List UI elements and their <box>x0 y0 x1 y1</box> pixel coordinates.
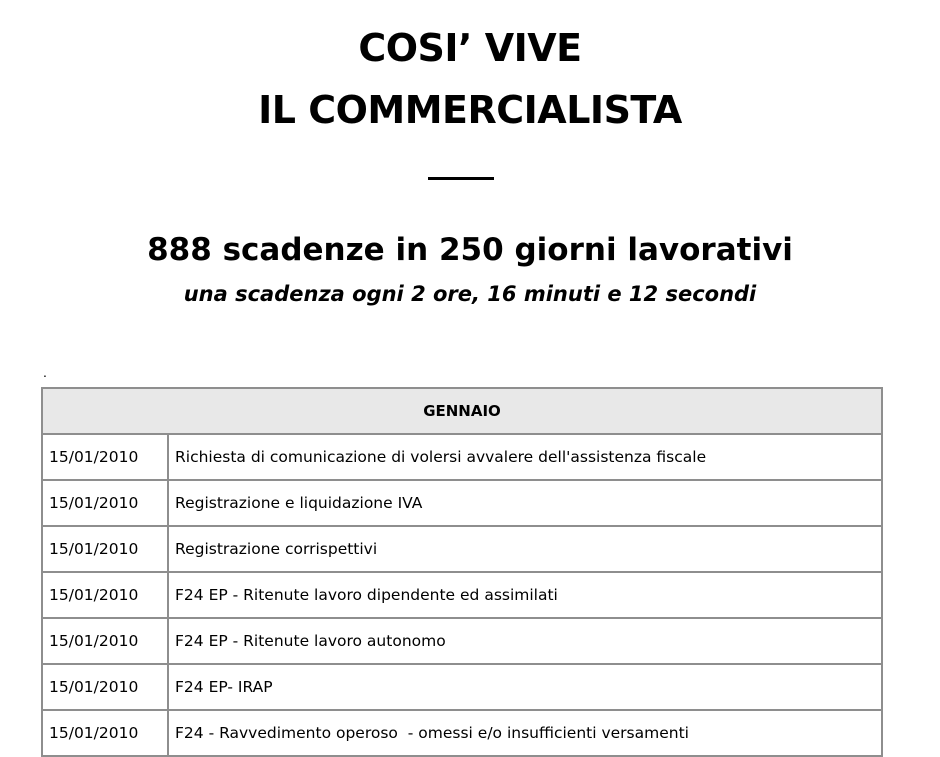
table-row <box>43 619 881 665</box>
table-row <box>43 481 881 527</box>
table-row <box>43 435 881 481</box>
date-cell: 15/01/2010 <box>43 711 169 755</box>
page-title-line-1: COSI’ VIVE <box>358 26 582 70</box>
stray-mark: . <box>43 364 47 380</box>
table-row <box>43 573 881 619</box>
date-cell: 15/01/2010 <box>43 573 169 617</box>
subtitle: 888 scadenze in 250 giorni lavorativi <box>147 232 793 268</box>
description-cell: Registrazione corrispettivi <box>175 540 378 558</box>
date-cell: 15/01/2010 <box>43 435 169 479</box>
table-row <box>43 527 881 573</box>
description-cell: F24 EP - Ritenute lavoro autonomo <box>175 632 446 650</box>
date-cell: 15/01/2010 <box>43 665 169 709</box>
page-title-line-2: IL COMMERCIALISTA <box>258 88 682 132</box>
title-divider <box>428 177 494 180</box>
description-cell: F24 EP- IRAP <box>175 678 273 696</box>
description-cell: Richiesta di comunicazione di volersi avvalere dell'assistenza fiscale <box>175 448 707 466</box>
table-row <box>43 665 881 711</box>
date-cell: 15/01/2010 <box>43 619 169 663</box>
description-cell: Registrazione e liquidazione IVA <box>175 494 423 512</box>
table-row <box>43 711 881 757</box>
description-cell: F24 - Ravvedimento operoso - omessi e/o insufficienti versamenti <box>175 724 689 742</box>
date-cell: 15/01/2010 <box>43 481 169 525</box>
date-cell: 15/01/2010 <box>43 527 169 571</box>
description-cell: F24 EP - Ritenute lavoro dipendente ed assimilati <box>175 586 558 604</box>
tagline: una scadenza ogni 2 ore, 16 minuti e 12 secondi <box>183 282 757 306</box>
month-header: GENNAIO <box>43 389 881 435</box>
deadlines-table <box>41 387 883 757</box>
